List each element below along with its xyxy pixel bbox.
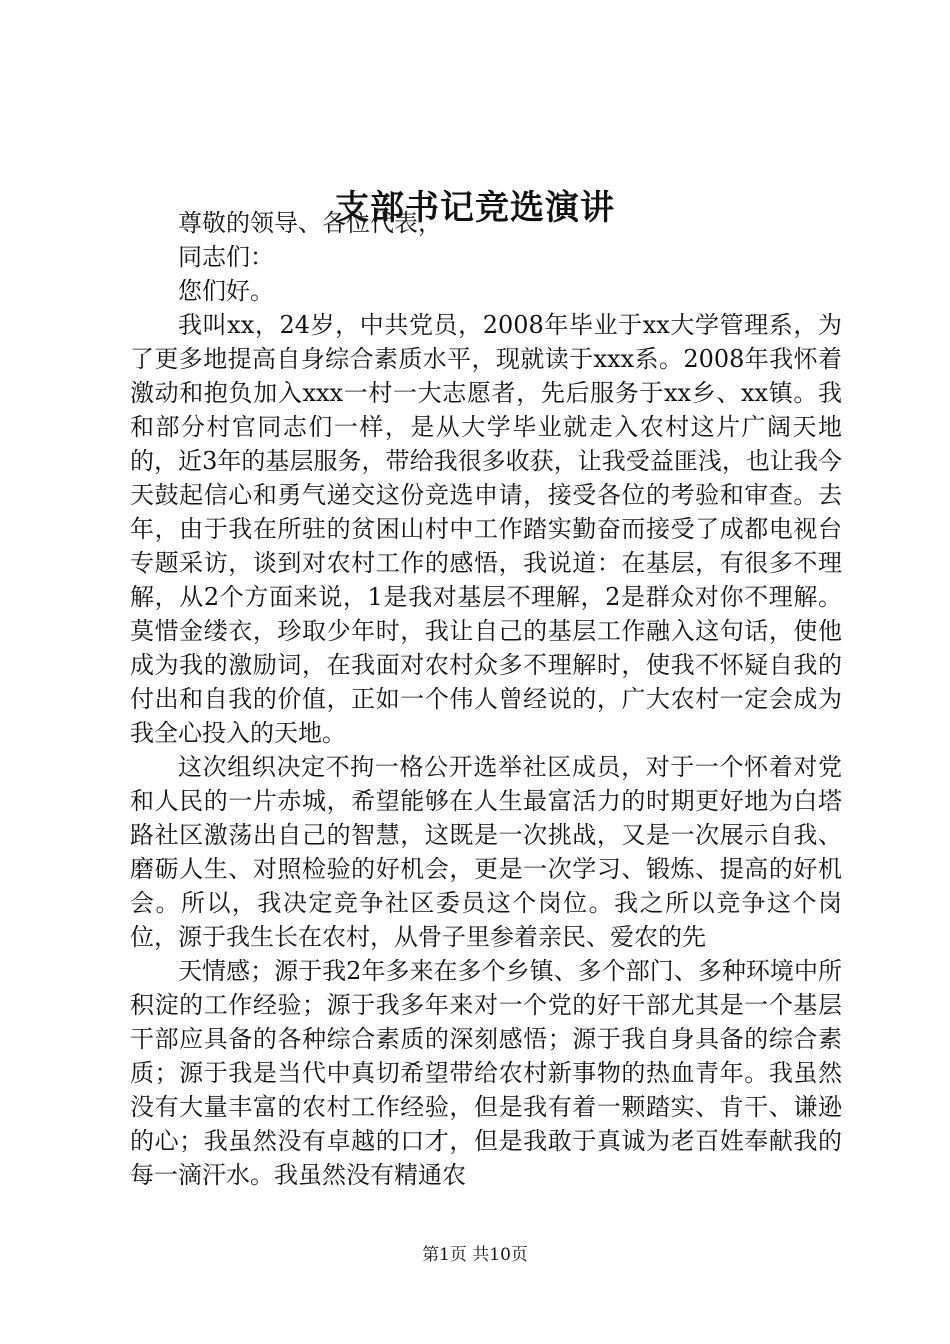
document-title: 支部书记竞选演讲	[335, 188, 615, 228]
paragraph-motivation: 这次组织决定不拘一格公开选举社区成员，对于一个怀着对党和人民的一片赤城，希望能够在人生最富活力的时期更好地为白塔路社区激荡出自己的智慧，这既是一次挑战，又是一次展示自我、磨砺人生、对照检验的好机会，更是一次学习、锻炼、提高的好机会。所以，我决定竞争社区委员这个岗位。我之所以竞争这个岗位，源于我生长在农村，从骨子里参着亲民、爱农的先	[130, 753, 842, 951]
paragraph-intro: 我叫xx，24岁，中共党员，2008年毕业于xx大学管理系，为了更多地提高自身综合素质水平，现就读于xxx系。2008年我怀着激动和抱负加入xxx一村一大志愿者，先后服务于xx乡、xx镇。我和部分村官同志们一样，是从大学毕业就走入农村这片广阔天地的，近3年的基层服务，带给我很多收获，让我受益匪浅，也让我今天鼓起信心和勇气递交这份竞选申请，接受各位的考验和审查。去年，由于我在所驻的贫困山村中工作踏实勤奋而接受了成都电视台专题采访，谈到对农村工作的感悟，我说道：在基层，有很多不理解，从2个方面来说，1是我对基层不理解，2是群众对你不理解。莫惜金缕衣，珍取少年时，我让自己的基层工作融入这句话，使他成为我的激励词，在我面对农村众多不理解时，使我不怀疑自我的付出和自我的价值，正如一个伟人曾经说的，广大农村一定会成为我全心投入的天地。	[130, 311, 842, 747]
paragraph-qualities: 天情感；源于我2年多来在多个乡镇、多个部门、多种环境中所积淀的工作经验；源于我多年来对一个党的好干部尤其是一个基层干部应具备的各种综合素质的深刻感悟；源于我自身具备的综合素质；源于我是当代中真切希望带给农村新事物的热血青年。我虽然没有大量丰富的农村工作经验，但是我有着一颗踏实、肯干、谦逊的心；我虽然没有卓越的口才，但是我敢于真诚为老百姓奉献我的每一滴汗水。我虽然没有精通农	[130, 957, 842, 1189]
document-body	[130, 206, 842, 1192]
salutation-leaders: 尊敬的领导、各位代表，	[178, 209, 442, 237]
salutation-comrades: 同志们：	[178, 243, 274, 271]
greeting: 您们好。	[178, 277, 274, 305]
page-footer: 第1页 共10页	[422, 1245, 528, 1265]
